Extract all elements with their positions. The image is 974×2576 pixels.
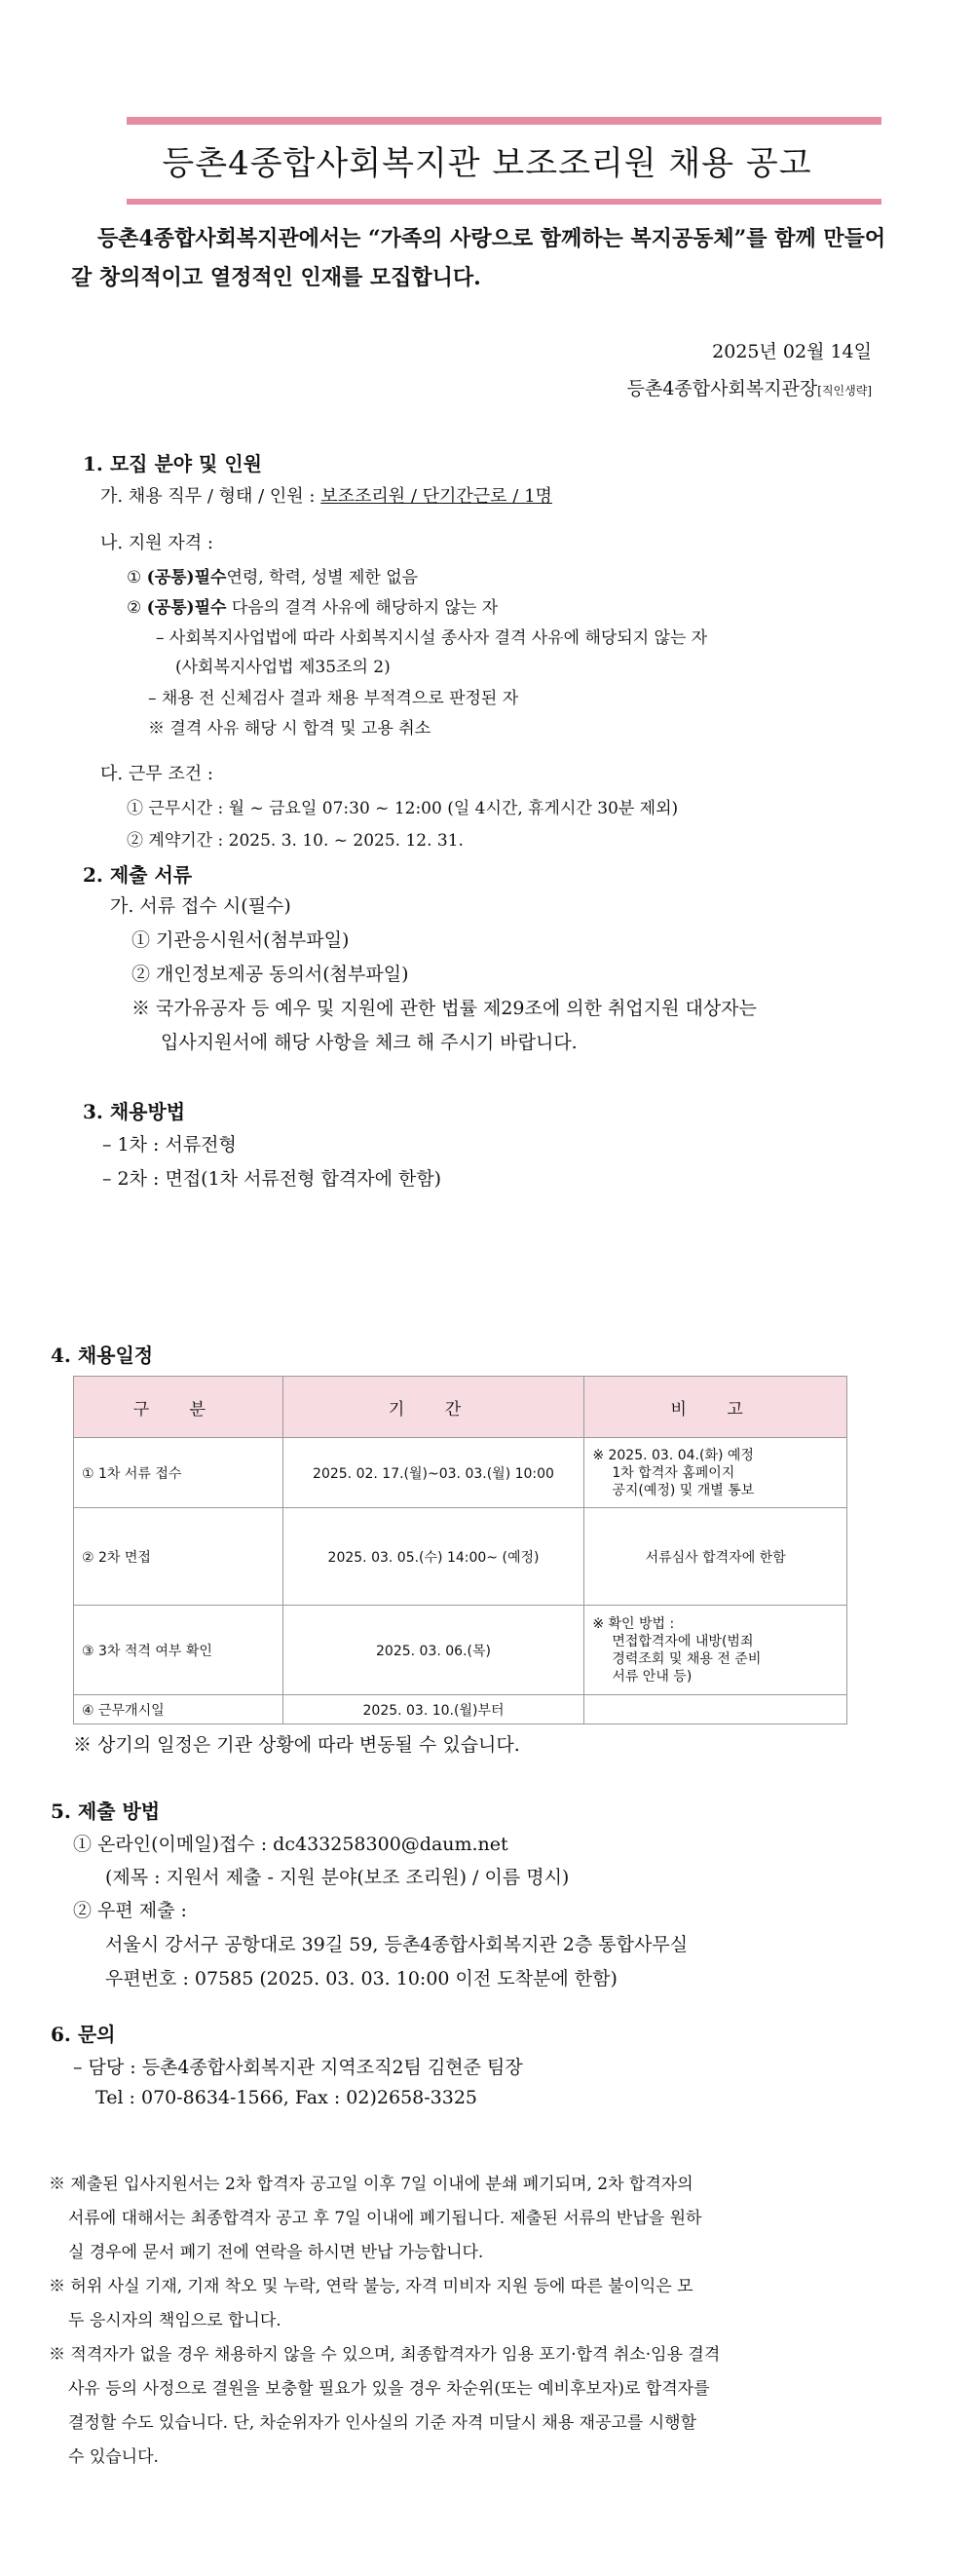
s1-da-1: ① 근무시간 : 월 ~ 금요일 07:30 ~ 12:00 (일 4시간, 휴게시간 30분 제외) [127, 799, 679, 818]
schedule-period: 2025. 03. 06.(목) [282, 1606, 584, 1695]
table-row [74, 1438, 847, 1508]
title-top-bar [127, 117, 881, 125]
table-row [74, 1695, 847, 1724]
s1-q1-text: 연령, 학력, 성별 제한 없음 [226, 568, 419, 587]
s5-address: 서울시 강서구 공항대로 39길 59, 등촌4종합사회복지관 2층 통합사무실 [105, 1934, 689, 1955]
schedule-remark [584, 1606, 847, 1695]
s6-contact-phone: Tel : 070-8634-1566, Fax : 02)2658-3325 [95, 2087, 478, 2108]
s3-round-1: – 1차 : 서류전형 [102, 1134, 237, 1155]
s1-q2 [127, 593, 498, 618]
s1-ga [100, 482, 552, 508]
schedule-remark [584, 1438, 847, 1508]
remark-line: ※ 2025. 03. 04.(화) 예정 [592, 1447, 754, 1463]
section-3-heading: 3. 채용방법 [83, 1100, 186, 1123]
s6-contact-person: – 담당 : 등촌4종합사회복지관 지역조직2팀 김현준 팀장 [73, 2057, 523, 2078]
section-2-heading: 2. 제출 서류 [83, 863, 193, 887]
schedule-header-category: 구 분 [74, 1377, 283, 1438]
s1-q2-c: ※ 결격 사유 해당 시 합격 및 고용 취소 [148, 719, 431, 739]
s1-q2-tag: (공통)필수 [146, 598, 227, 618]
remark-line: 서류 안내 등) [612, 1668, 693, 1685]
s2-note-1: ※ 국가유공자 등 예우 및 지원에 관한 법률 제29조에 의한 취업지원 대상자는 [131, 998, 757, 1019]
schedule-header-period: 기 간 [282, 1377, 584, 1438]
s2-doc-2: ② 개인정보제공 동의서(첨부파일) [131, 964, 409, 985]
schedule-remark: 서류심사 합격자에 한함 [584, 1508, 847, 1606]
signer-name: 등촌4종합사회복지관장 [626, 378, 818, 399]
s5-method-1-title: (제목 : 지원서 제출 - 지원 분야(보조 조리원) / 이름 명시) [105, 1867, 570, 1888]
note-1-line-2: 서류에 대해서는 최종합격자 공고 후 7일 이내에 폐기됩니다. 제출된 서류의 반납을 원하 [68, 2209, 702, 2228]
s3-round-2: – 2차 : 면접(1차 서류전형 합격자에 한함) [102, 1168, 442, 1190]
schedule-period: 2025. 03. 05.(수) 14:00~ (예정) [282, 1508, 584, 1606]
s2-ga: 가. 서류 접수 시(필수) [110, 895, 291, 917]
remark-line: ※ 확인 방법 : [592, 1615, 675, 1632]
note-2-line-2: 두 응시자의 책임으로 합니다. [68, 2311, 281, 2330]
note-1-line-3: 실 경우에 문서 폐기 전에 연락을 하시면 반납 가능합니다. [68, 2243, 484, 2262]
remark-line: 공지(예정) 및 개별 통보 [612, 1482, 755, 1498]
section-6-heading: 6. 문의 [51, 2023, 116, 2046]
seal-note: [직인생략] [817, 384, 872, 398]
s1-ga-value: 보조조리원 / 단기간근로 / 1명 [320, 486, 552, 507]
note-3-line-4: 수 있습니다. [68, 2447, 159, 2467]
s1-q2-a: – 사회복지사업법에 따라 사회복지시설 종사자 결격 사유에 해당되지 않는 자 [156, 628, 708, 648]
section-5-heading: 5. 제출 방법 [51, 1799, 161, 1823]
section-1-heading: 1. 모집 분야 및 인원 [83, 452, 262, 475]
schedule-period: 2025. 02. 17.(월)~03. 03.(월) 10:00 [282, 1438, 584, 1508]
announcement-date: 2025년 02월 14일 [712, 341, 872, 362]
intro-line-1: 등촌4종합사회복지관에서는 “가족의 사랑으로 함께하는 복지공동체”를 함께 만들어 [97, 226, 886, 251]
s1-q1-tag: (공통)필수 [146, 568, 227, 587]
s1-da: 다. 근무 조건 : [100, 764, 213, 784]
schedule-stage: ② 2차 면접 [74, 1508, 283, 1606]
schedule-period: 2025. 03. 10.(월)부터 [282, 1695, 584, 1724]
table-row [74, 1508, 847, 1606]
s5-method-1: ① 온라인(이메일)접수 : dc433258300@daum.net [73, 1834, 508, 1855]
s5-method-2: ② 우편 제출 : [73, 1900, 187, 1921]
schedule-stage: ① 1차 서류 접수 [74, 1438, 283, 1508]
s1-da-2: ② 계약기간 : 2025. 3. 10. ~ 2025. 12. 31. [127, 831, 464, 851]
remark-line: 면접합격자에 내방(범죄 [612, 1633, 754, 1649]
schedule-stage: ④ 근무개시일 [74, 1695, 283, 1724]
table-row [74, 1606, 847, 1695]
s2-doc-1: ① 기관응시원서(첨부파일) [131, 929, 350, 951]
schedule-table [73, 1376, 847, 1724]
page-title: 등촌4종합사회복지관 보조조리원 채용 공고 [162, 144, 812, 183]
s1-q1-num: ① [127, 568, 147, 587]
s1-q2-a2: (사회복지사업법 제35조의 2) [175, 658, 391, 677]
note-1-line-1: ※ 제출된 입사지원서는 2차 합격자 공고일 이후 7일 이내에 분쇄 폐기되며, 2차 합격자의 [49, 2175, 693, 2194]
s1-q2-text: 다음의 결격 사유에 해당하지 않는 자 [226, 598, 499, 618]
schedule-remark [584, 1695, 847, 1724]
schedule-note: ※ 상기의 일정은 기관 상황에 따라 변동될 수 있습니다. [73, 1734, 520, 1756]
intro-line-2: 갈 창의적이고 열정적인 인재를 모집합니다. [71, 265, 481, 290]
s5-postcode: 우편번호 : 07585 (2025. 03. 03. 10:00 이전 도착분에 한함) [105, 1968, 618, 1989]
note-2-line-1: ※ 허위 사실 기재, 기재 착오 및 누락, 연락 불능, 자격 미비자 지원 등에 따른 불이익은 모 [49, 2277, 693, 2296]
note-3-line-2: 사유 등의 사정으로 결원을 보충할 필요가 있을 경우 차순위(또는 예비후보자)로 합격자를 [68, 2379, 710, 2399]
schedule-stage: ③ 3차 적격 여부 확인 [74, 1606, 283, 1695]
note-3-line-3: 결정할 수도 있습니다. 단, 차순위자가 인사실의 기준 자격 미달시 채용 재공고를 시행할 [68, 2413, 697, 2433]
remark-line: 경력조회 및 채용 전 준비 [612, 1650, 762, 1667]
s2-note-2: 입사지원서에 해당 사항을 체크 해 주시기 바랍니다. [161, 1032, 578, 1053]
s1-na: 나. 지원 자격 : [100, 533, 213, 553]
s1-q2-num: ② [127, 598, 147, 618]
remark-line: 1차 합격자 홈페이지 [612, 1464, 735, 1481]
s1-ga-prefix: 가. 채용 직무 / 형태 / 인원 : [100, 486, 321, 507]
note-3-line-1: ※ 적격자가 없을 경우 채용하지 않을 수 있으며, 최종합격자가 임용 포기·합격 취소·임용 결격 [49, 2345, 721, 2365]
s1-q2-b: – 채용 전 신체검사 결과 채용 부적격으로 판정된 자 [148, 689, 519, 708]
schedule-header-row [74, 1377, 847, 1438]
section-4-heading: 4. 채용일정 [51, 1344, 154, 1367]
s1-q1 [127, 563, 418, 587]
title-bottom-bar [127, 199, 881, 205]
signer-block [627, 374, 872, 400]
schedule-header-remarks: 비 고 [584, 1377, 847, 1438]
